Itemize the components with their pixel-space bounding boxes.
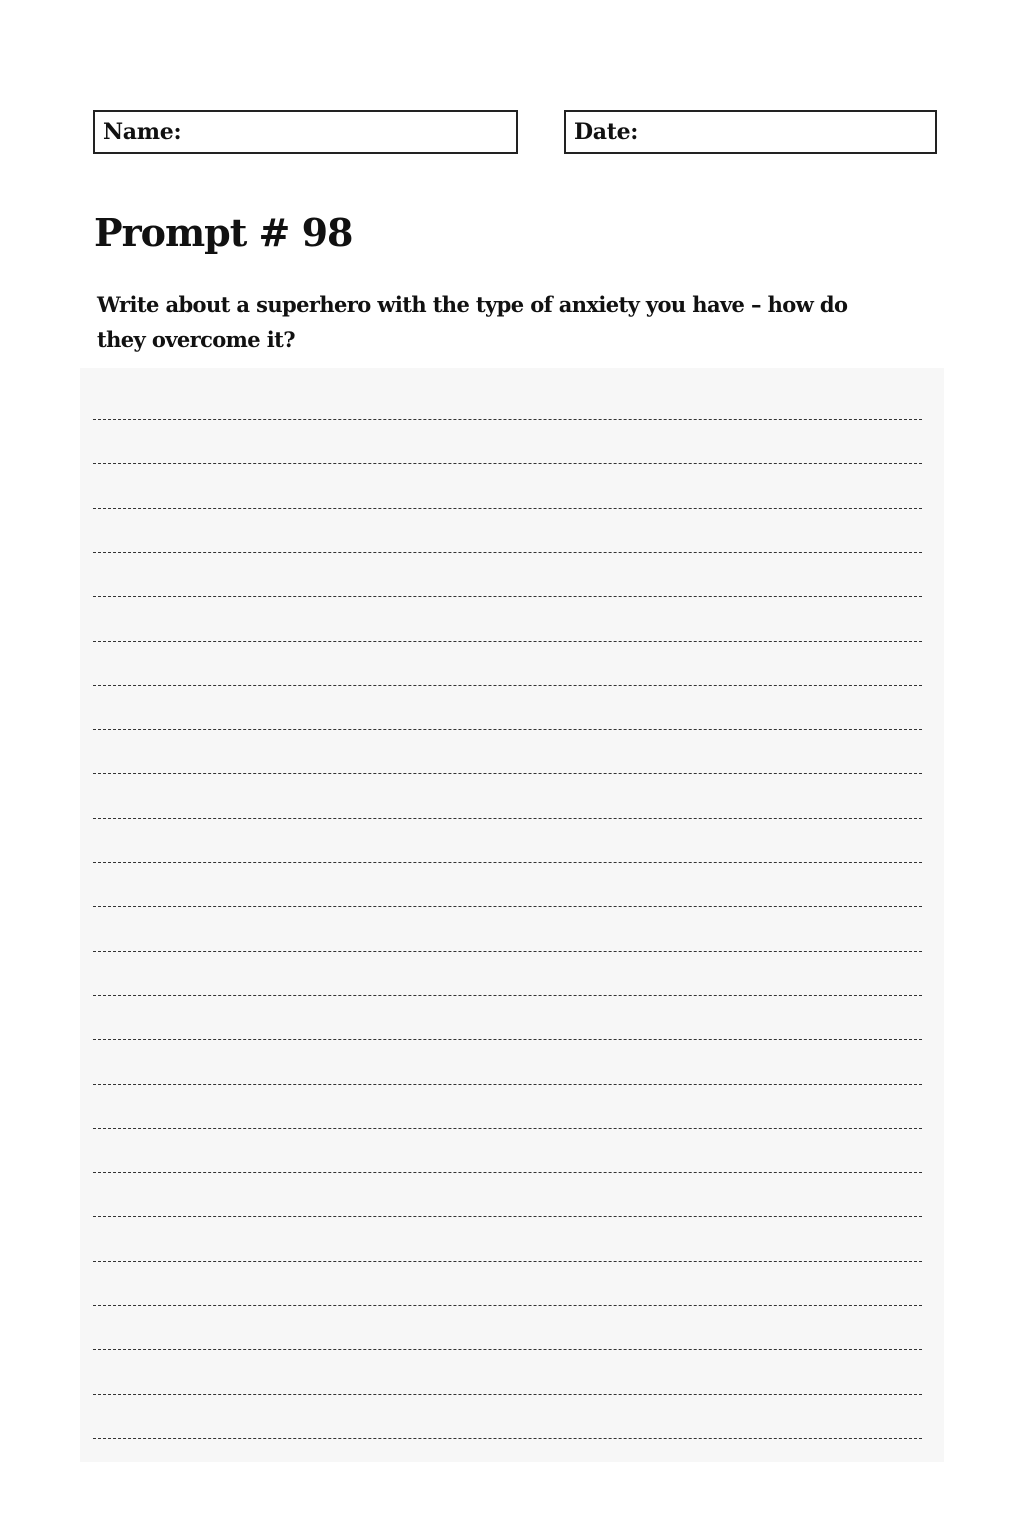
writing-line bbox=[93, 1039, 922, 1040]
writing-line bbox=[93, 951, 922, 952]
writing-line bbox=[93, 906, 922, 907]
name-label: Name: bbox=[103, 119, 182, 145]
writing-line bbox=[93, 1172, 922, 1173]
writing-line bbox=[93, 1128, 922, 1129]
writing-line bbox=[93, 596, 922, 597]
writing-line bbox=[93, 552, 922, 553]
writing-line bbox=[93, 818, 922, 819]
writing-line bbox=[93, 1349, 922, 1350]
writing-line bbox=[93, 1216, 922, 1217]
writing-line bbox=[93, 508, 922, 509]
writing-line bbox=[93, 1084, 922, 1085]
writing-line bbox=[93, 463, 922, 464]
writing-line bbox=[93, 1438, 922, 1439]
writing-line bbox=[93, 1394, 922, 1395]
writing-area[interactable] bbox=[80, 368, 944, 1462]
writing-line bbox=[93, 773, 922, 774]
writing-line bbox=[93, 419, 922, 420]
writing-line bbox=[93, 1261, 922, 1262]
writing-line bbox=[93, 729, 922, 730]
date-field[interactable] bbox=[564, 110, 937, 154]
prompt-text: Write about a superhero with the type of anxiety you have – how do they overcome it? bbox=[97, 292, 848, 352]
writing-line bbox=[93, 685, 922, 686]
writing-line bbox=[93, 1305, 922, 1306]
name-field[interactable] bbox=[93, 110, 518, 154]
date-label: Date: bbox=[574, 119, 639, 145]
writing-line bbox=[93, 641, 922, 642]
writing-line bbox=[93, 862, 922, 863]
prompt-title: Prompt # 98 bbox=[94, 210, 353, 255]
writing-line bbox=[93, 995, 922, 996]
